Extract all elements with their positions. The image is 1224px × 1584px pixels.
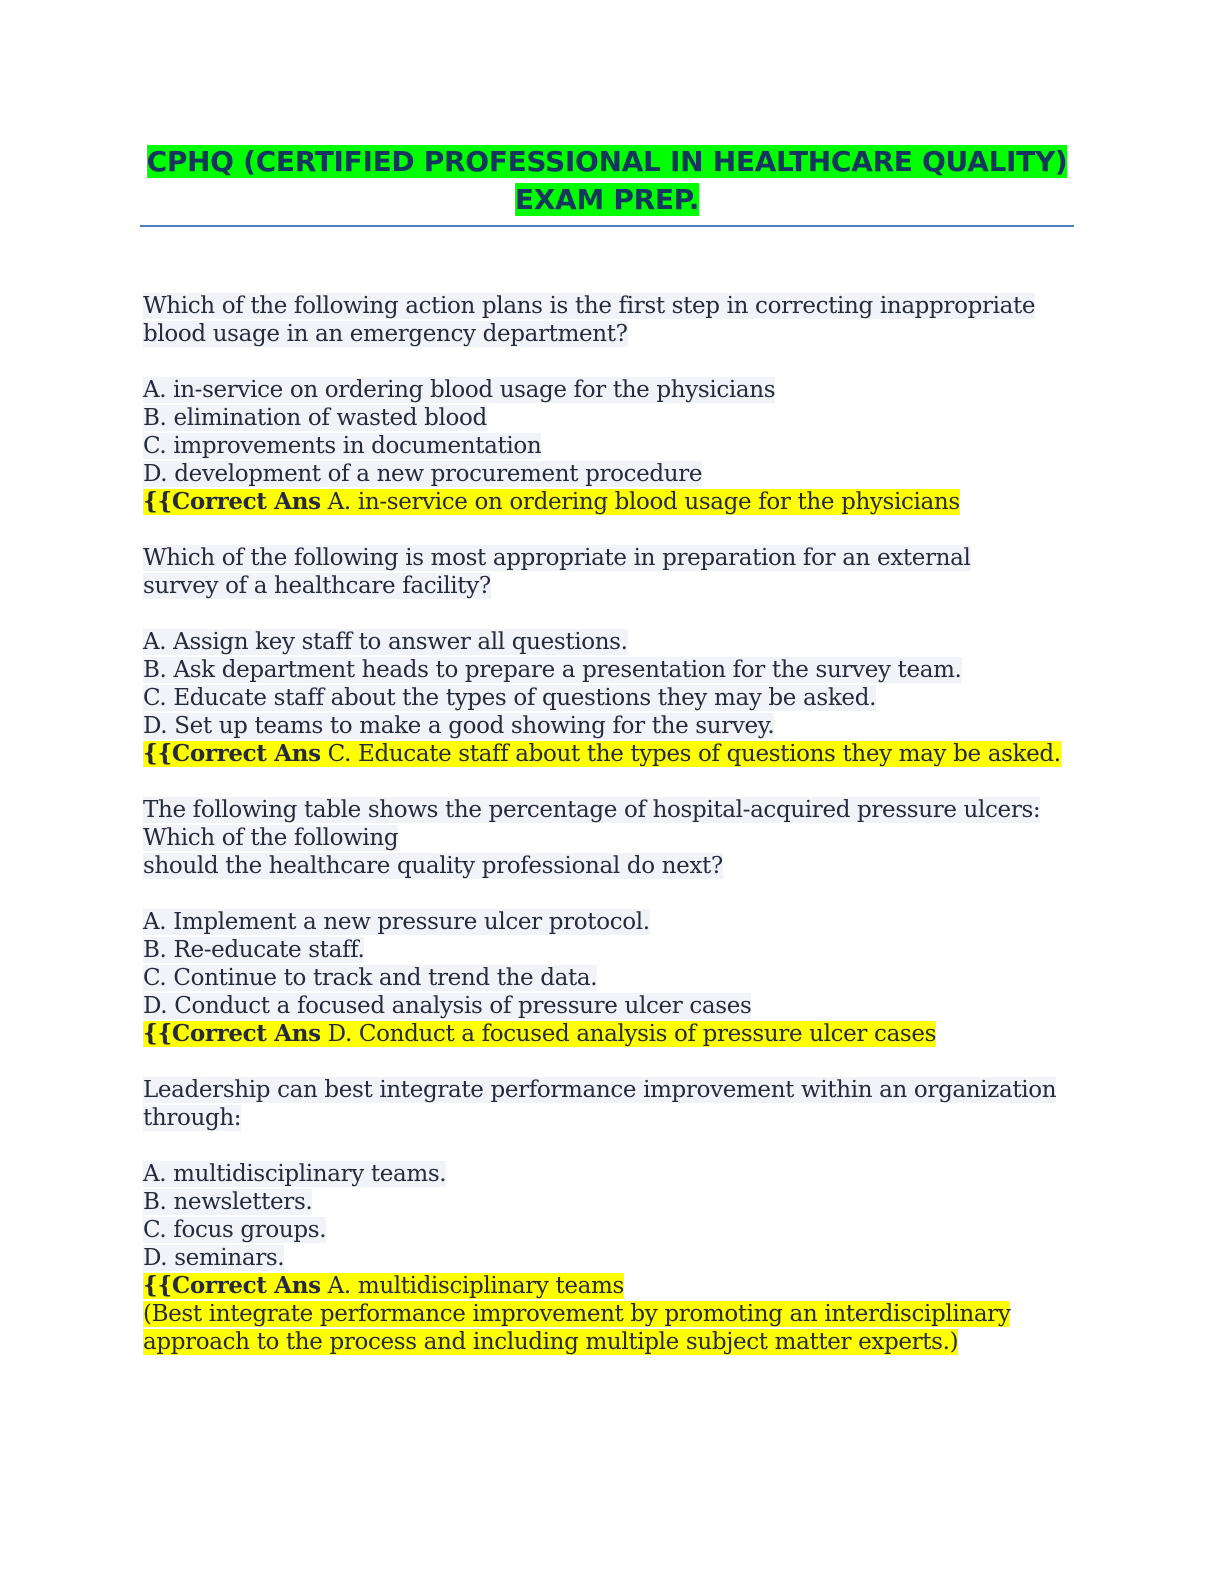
question-stem-line: should the healthcare quality professional do next? bbox=[143, 853, 723, 879]
question-stem-line: The following table shows the percentage of hospital-acquired pressure ulcers: bbox=[143, 797, 1041, 823]
question-stem-line: Which of the following action plans is the first step in correcting inappropriate bbox=[143, 293, 1036, 319]
question-stem-line: Which of the following bbox=[143, 825, 399, 851]
correct-answer bbox=[143, 488, 1078, 516]
correct-answer-label: {{Correct Ans bbox=[143, 740, 321, 767]
question-block-4 bbox=[143, 1076, 1078, 1356]
option-b: B. newsletters. bbox=[143, 1189, 313, 1215]
option-a: A. Assign key staff to answer all questions. bbox=[143, 629, 628, 655]
question-stem-line: survey of a healthcare facility? bbox=[143, 573, 491, 599]
correct-answer-text: C. Educate staff about the types of questions they may be asked. bbox=[327, 741, 1061, 767]
question-stem-line: blood usage in an emergency department? bbox=[143, 321, 628, 347]
option-a: A. in-service on ordering blood usage for the physicians bbox=[143, 377, 776, 403]
option-c: C. Continue to track and trend the data. bbox=[143, 965, 598, 991]
option-d: D. Conduct a focused analysis of pressure ulcer cases bbox=[143, 993, 752, 1019]
option-a: A. Implement a new pressure ulcer protocol. bbox=[143, 909, 650, 935]
answer-explanation-line: approach to the process and including multiple subject matter experts.) bbox=[143, 1329, 959, 1355]
question-stem-line: Which of the following is most appropriate in preparation for an external bbox=[143, 545, 971, 571]
option-b: B. elimination of wasted blood bbox=[143, 405, 487, 431]
correct-answer bbox=[143, 1020, 1078, 1048]
question-block-1 bbox=[143, 292, 1078, 516]
correct-answer-text: D. Conduct a focused analysis of pressure ulcer cases bbox=[327, 1021, 937, 1047]
option-c: C. focus groups. bbox=[143, 1217, 327, 1243]
correct-answer-text: A. multidisciplinary teams bbox=[327, 1273, 624, 1299]
document-title bbox=[140, 143, 1074, 219]
question-stem-line: through: bbox=[143, 1105, 242, 1131]
question-block-3 bbox=[143, 796, 1078, 1048]
correct-answer-label: {{Correct Ans bbox=[143, 1272, 321, 1299]
correct-answer bbox=[143, 740, 1078, 768]
option-b: B. Re-educate staff. bbox=[143, 937, 365, 963]
answer-explanation-line: (Best integrate performance improvement by promoting an interdisciplinary bbox=[143, 1301, 1011, 1327]
option-c: C. Educate staff about the types of questions they may be asked. bbox=[143, 685, 877, 711]
option-b: B. Ask department heads to prepare a presentation for the survey team. bbox=[143, 657, 962, 683]
option-a: A. multidisciplinary teams. bbox=[143, 1161, 447, 1187]
correct-answer-label: {{Correct Ans bbox=[143, 488, 321, 515]
correct-answer bbox=[143, 1272, 1078, 1300]
title-divider bbox=[140, 225, 1074, 227]
question-stem-line: Leadership can best integrate performance improvement within an organization bbox=[143, 1077, 1057, 1103]
correct-answer-label: {{Correct Ans bbox=[143, 1020, 321, 1047]
option-c: C. improvements in documentation bbox=[143, 433, 542, 459]
title-line-1: CPHQ (CERTIFIED PROFESSIONAL IN HEALTHCARE QUALITY) bbox=[146, 145, 1068, 178]
questions-container bbox=[143, 292, 1078, 1356]
title-line-2: EXAM PREP. bbox=[514, 183, 700, 216]
question-block-2 bbox=[143, 544, 1078, 768]
option-d: D. Set up teams to make a good showing for the survey. bbox=[143, 713, 775, 739]
correct-answer-text: A. in-service on ordering blood usage for the physicians bbox=[327, 489, 960, 515]
option-d: D. development of a new procurement procedure bbox=[143, 461, 703, 487]
option-d: D. seminars. bbox=[143, 1245, 285, 1271]
